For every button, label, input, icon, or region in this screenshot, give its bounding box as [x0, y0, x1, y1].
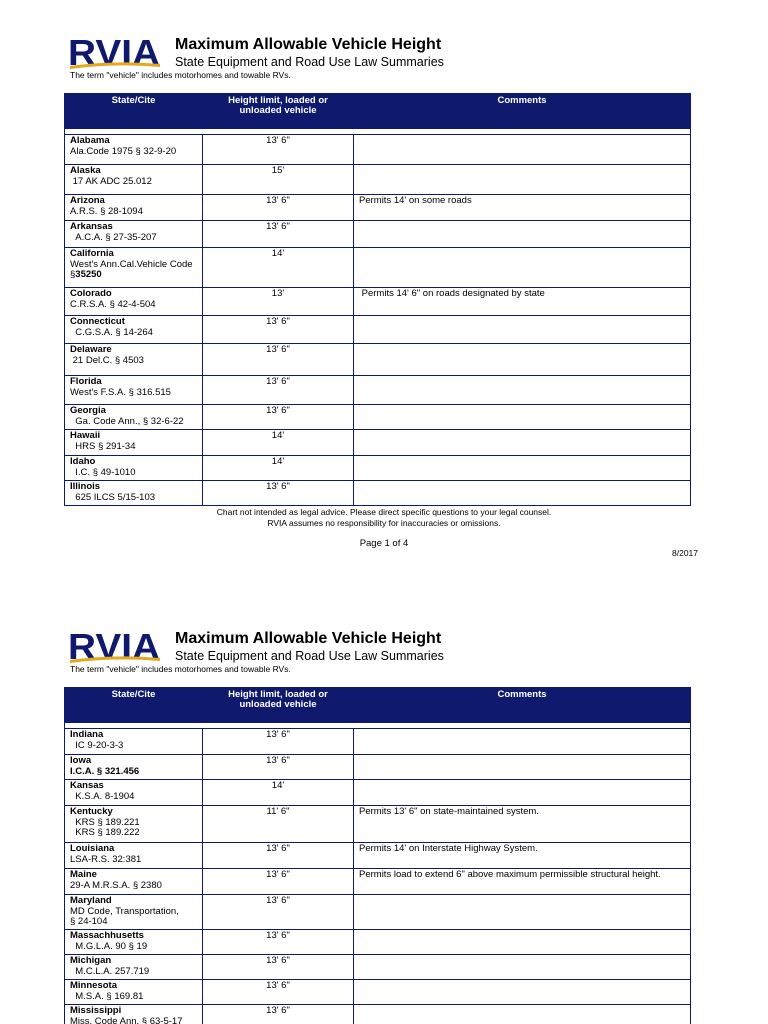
- table-row: [65, 195, 691, 221]
- state-name: Kentucky: [70, 806, 113, 817]
- document-title: Maximum Allowable Vehicle Height: [175, 36, 442, 53]
- statute-citation: KRS § 189.221 KRS § 189.222: [75, 816, 140, 838]
- comment-cell: Permits 14' 6" on roads designated by state: [354, 288, 691, 316]
- statute-citation: 17 AK ADC 25.012: [70, 175, 152, 187]
- table-row: [65, 430, 691, 456]
- comment-cell: [354, 165, 691, 195]
- statute-citation: HRS § 291-34: [70, 440, 136, 452]
- statute-citation: Miss. Code Ann. § 63-5-17: [70, 1015, 183, 1024]
- height-limit-cell: 13' 6": [203, 405, 354, 430]
- statute-citation: 29-A M.R.S.A. § 2380: [70, 879, 162, 891]
- state-name: Mississippi: [70, 1005, 122, 1016]
- statute-citation: 625 ILCS 5/15-103: [70, 491, 156, 503]
- height-limit-cell: 13' 6": [203, 955, 354, 980]
- height-limit-cell: 13' 6": [203, 755, 354, 780]
- table-header-row: [65, 94, 691, 129]
- state-cite-cell: [65, 729, 203, 755]
- table-row: [65, 456, 691, 481]
- column-header-comments: Comments: [354, 688, 691, 723]
- comment-cell: Permits 14' on some roads: [354, 195, 691, 221]
- height-limit-cell: 13' 6": [203, 376, 354, 405]
- height-limit-cell: 13' 6": [203, 1005, 354, 1024]
- rvia-logo: [68, 35, 162, 69]
- statute-citation: MD Code, Transportation, § 24-104: [70, 905, 179, 927]
- state-cite-cell: [65, 806, 203, 843]
- state-cite-cell: [65, 288, 203, 316]
- vehicle-definition-note: The term "vehicle" includes motorhomes and towable RVs.: [70, 664, 291, 674]
- height-limit-cell: 13': [203, 288, 354, 316]
- state-cite-cell: [65, 135, 203, 165]
- statute-citation: West's F.S.A. § 316.515: [70, 386, 171, 398]
- table-row: [65, 755, 691, 780]
- document-title: Maximum Allowable Vehicle Height: [175, 630, 442, 647]
- height-limit-cell: 13' 6": [203, 481, 354, 506]
- statute-citation: Ala.Code 1975 § 32-9-20: [70, 145, 177, 157]
- height-law-table: [64, 687, 691, 1024]
- legal-disclaimer: Chart not intended as legal advice. Please direct specific questions to your legal counsel. RVIA assumes no responsibility for inaccuracies or omissions.: [216, 507, 552, 528]
- state-cite-cell: [65, 930, 203, 955]
- state-name: Massachhusetts: [70, 930, 144, 941]
- column-header-height: Height limit, loaded or unloaded vehicle: [203, 688, 354, 723]
- document-subtitle: State Equipment and Road Use Law Summaries: [175, 55, 444, 69]
- state-name: Indiana: [70, 729, 104, 740]
- comment-cell: [354, 316, 691, 344]
- statute-citation-bold: 35250: [75, 269, 102, 280]
- state-cite-cell: [65, 405, 203, 430]
- height-law-table: [64, 93, 691, 506]
- comment-cell: [354, 248, 691, 288]
- comment-cell: [354, 895, 691, 930]
- table-row: [65, 780, 691, 806]
- table-row: [65, 869, 691, 895]
- statute-citation: A.C.A. § 27-35-207: [70, 231, 157, 243]
- state-cite-cell: [65, 1005, 203, 1024]
- height-limit-cell: 13' 6": [203, 930, 354, 955]
- column-header-state: State/Cite: [65, 94, 203, 129]
- statute-citation: K.S.A. 8-1904: [70, 790, 135, 802]
- table-row: [65, 316, 691, 344]
- table-row: [65, 843, 691, 869]
- state-cite-cell: [65, 780, 203, 806]
- page-number: Page 1 of 4: [359, 538, 409, 549]
- comment-cell: Permits 13' 6" on state-maintained system.: [354, 806, 691, 843]
- svg-text:RVIA: RVIA: [68, 35, 161, 69]
- state-name: Georgia: [70, 405, 106, 416]
- state-name: Florida: [70, 376, 102, 387]
- state-name: Hawaii: [70, 430, 101, 441]
- comment-cell: [354, 405, 691, 430]
- height-limit-cell: 13' 6": [203, 869, 354, 895]
- state-name: Iowa: [70, 755, 92, 766]
- height-limit-cell: 11' 6": [203, 806, 354, 843]
- state-name: Maryland: [70, 895, 112, 906]
- table-header-row: [65, 688, 691, 723]
- comment-cell: [354, 430, 691, 456]
- state-cite-cell: [65, 430, 203, 456]
- state-cite-cell: [65, 248, 203, 288]
- statute-citation: I.C. § 49-1010: [70, 466, 136, 478]
- state-name: Louisiana: [70, 843, 115, 854]
- state-cite-cell: [65, 456, 203, 481]
- state-name: Alaska: [70, 165, 101, 176]
- state-cite-cell: [65, 481, 203, 506]
- state-cite-cell: [65, 895, 203, 930]
- rvia-logo: [68, 629, 162, 663]
- state-name: Arizona: [70, 195, 105, 206]
- height-limit-cell: 14': [203, 248, 354, 288]
- height-limit-cell: 13' 6": [203, 895, 354, 930]
- comment-cell: [354, 755, 691, 780]
- state-name: Idaho: [70, 456, 96, 467]
- state-name: Arkansas: [70, 221, 113, 232]
- comment-cell: [354, 135, 691, 165]
- statute-citation: LSA-R.S. 32:381: [70, 853, 142, 865]
- state-name: Delaware: [70, 344, 112, 355]
- height-limit-cell: 13' 6": [203, 729, 354, 755]
- table-row: [65, 288, 691, 316]
- document-subtitle: State Equipment and Road Use Law Summaries: [175, 649, 444, 663]
- height-limit-cell: 13' 6": [203, 135, 354, 165]
- table-row: [65, 930, 691, 955]
- column-header-comments: Comments: [354, 94, 691, 129]
- height-limit-cell: 13' 6": [203, 316, 354, 344]
- statute-citation: A.R.S. § 28-1094: [70, 205, 143, 217]
- comment-cell: Permits 14' on Interstate Highway System.: [354, 843, 691, 869]
- height-limit-cell: 13' 6": [203, 344, 354, 376]
- height-limit-cell: 13' 6": [203, 843, 354, 869]
- height-limit-cell: 13' 6": [203, 980, 354, 1005]
- state-name: Colorado: [70, 288, 112, 299]
- state-name: Illinois: [70, 481, 101, 492]
- revision-date: 8/2017: [672, 548, 698, 558]
- statute-citation: M.S.A. § 169.81: [70, 990, 144, 1002]
- column-header-state: State/Cite: [65, 688, 203, 723]
- height-limit-cell: 15': [203, 165, 354, 195]
- state-name: Connecticut: [70, 316, 125, 327]
- table-row: [65, 248, 691, 288]
- statute-citation-bold: I.C.A. § 321.456: [70, 765, 140, 777]
- statute-citation: M.G.L.A. 90 § 19: [70, 940, 148, 952]
- comment-cell: Permits load to extend 6" above maximum permissible structural height.: [354, 869, 691, 895]
- comment-cell: [354, 780, 691, 806]
- height-limit-cell: 13' 6": [203, 195, 354, 221]
- comment-cell: [354, 930, 691, 955]
- table-row: [65, 135, 691, 165]
- state-cite-cell: [65, 221, 203, 248]
- height-limit-cell: 14': [203, 430, 354, 456]
- table-row: [65, 980, 691, 1005]
- state-name: Maine: [70, 869, 97, 880]
- state-cite-cell: [65, 755, 203, 780]
- comment-cell: [354, 1005, 691, 1024]
- table-row: [65, 344, 691, 376]
- state-name: California: [70, 248, 114, 259]
- table-row: [65, 955, 691, 980]
- height-limit-cell: 14': [203, 780, 354, 806]
- statute-citation: Ga. Code Ann., § 32-6-22: [70, 415, 184, 427]
- state-cite-cell: [65, 195, 203, 221]
- svg-text:RVIA: RVIA: [68, 629, 161, 663]
- state-name: Alabama: [70, 135, 110, 146]
- statute-citation: C.R.S.A. § 42-4-504: [70, 298, 156, 310]
- state-cite-cell: [65, 843, 203, 869]
- statute-citation: C.G.S.A. § 14-264: [70, 326, 153, 338]
- state-cite-cell: [65, 316, 203, 344]
- vehicle-definition-note: The term "vehicle" includes motorhomes and towable RVs.: [70, 70, 291, 80]
- table-row: [65, 481, 691, 506]
- comment-cell: [354, 456, 691, 481]
- state-cite-cell: [65, 376, 203, 405]
- document-page-2: [0, 594, 768, 1024]
- table-row: [65, 729, 691, 755]
- statute-citation: West's Ann.Cal.Vehicle Code §: [70, 258, 196, 280]
- comment-cell: [354, 980, 691, 1005]
- state-cite-cell: [65, 344, 203, 376]
- table-row: [65, 1005, 691, 1024]
- state-name: Minnesota: [70, 980, 117, 991]
- state-cite-cell: [65, 869, 203, 895]
- comment-cell: [354, 955, 691, 980]
- comment-cell: [354, 376, 691, 405]
- comment-cell: [354, 344, 691, 376]
- statute-citation: 21 Del.C. § 4503: [70, 354, 144, 366]
- state-cite-cell: [65, 980, 203, 1005]
- comment-cell: [354, 221, 691, 248]
- table-row: [65, 376, 691, 405]
- statute-citation: IC 9-20-3-3: [70, 739, 124, 751]
- comment-cell: [354, 729, 691, 755]
- state-name: Kansas: [70, 780, 104, 791]
- state-name: Michigan: [70, 955, 112, 966]
- table-row: [65, 806, 691, 843]
- comment-cell: [354, 481, 691, 506]
- state-cite-cell: [65, 165, 203, 195]
- column-header-height: Height limit, loaded or unloaded vehicle: [203, 94, 354, 129]
- table-row: [65, 895, 691, 930]
- table-row: [65, 221, 691, 248]
- table-row: [65, 405, 691, 430]
- state-cite-cell: [65, 955, 203, 980]
- height-limit-cell: 14': [203, 456, 354, 481]
- table-row: [65, 165, 691, 195]
- height-limit-cell: 13' 6": [203, 221, 354, 248]
- statute-citation: M.C.L.A. 257.719: [70, 965, 150, 977]
